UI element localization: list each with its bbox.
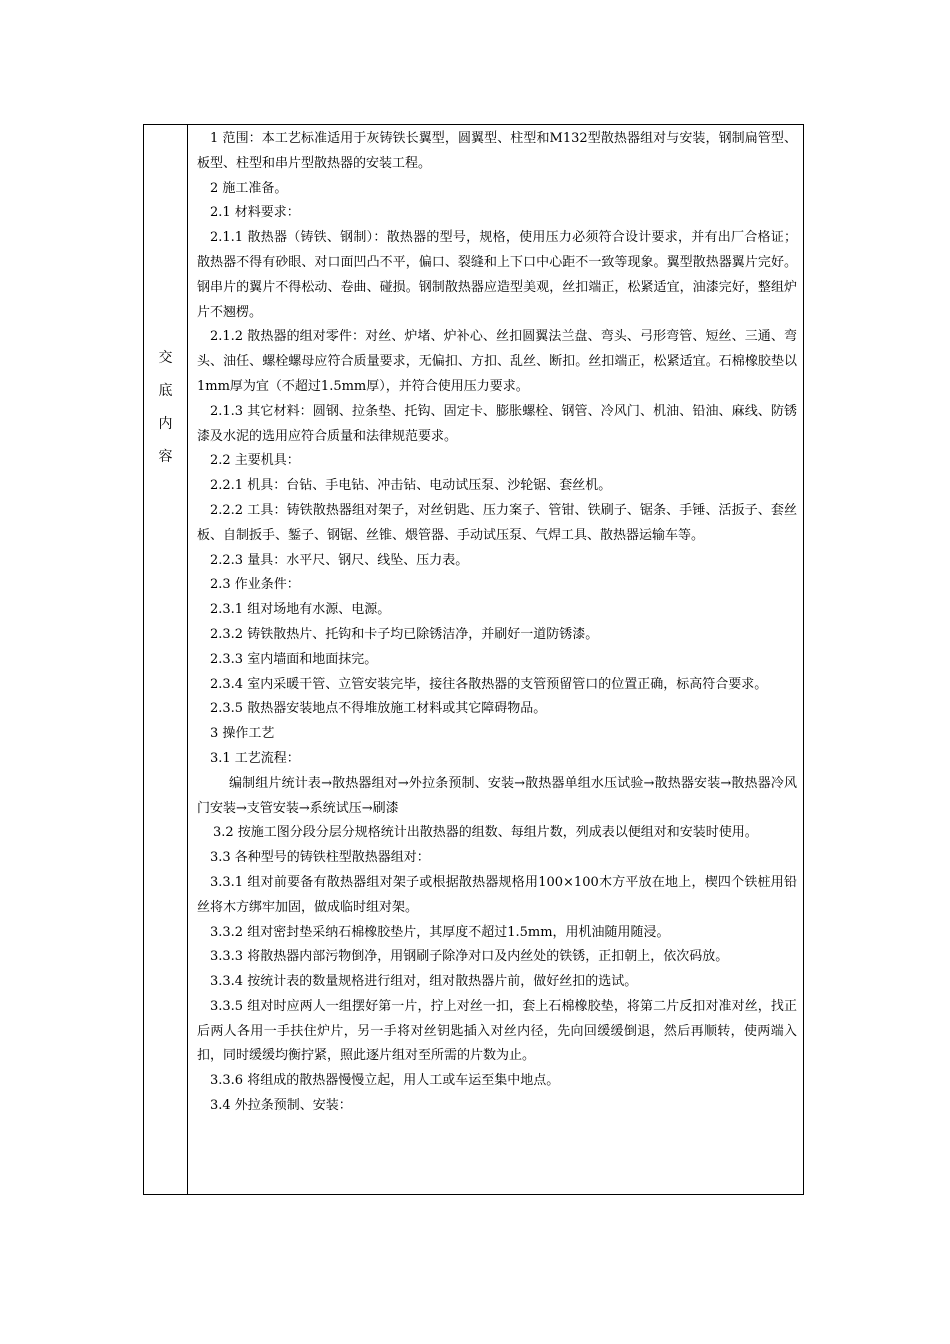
label-char: 交: [158, 350, 173, 366]
paragraph: 2.1.1 散热器（铸铁、钢制）：散热器的型号，规格，使用压力必须符合设计要求，并有出厂合格证；散热器不得有砂眼、对口面凹凸不平，偏口、裂缝和上下口中心距不一致等现象。翼型散热器翼片完好。钢串片的翼片不得松动、卷曲、碰损。钢制散热器应造型美观，丝扣端正，松紧适宜，油漆完好，整组炉片不翘楞。: [197, 230, 797, 320]
label-text: [144, 342, 187, 474]
paragraph: 3.1 工艺流程：: [210, 750, 300, 766]
paragraph: 2.1.3 其它材料：圆钢、拉条垫、托钩、固定卡、膨胀螺栓、钢管、冷风门、机油、铅油、麻线、防锈漆及水泥的选用应符合质量和法律规范要求。: [197, 403, 797, 444]
paragraph: 2.1 材料要求：: [210, 205, 300, 221]
paragraph: 2.3.5 散热器安装地点不得堆放施工材料或其它障碍物品。: [210, 701, 547, 717]
paragraph: 2.2.1 机具：台钻、手电钻、冲击钻、电动试压泵、沙轮锯、套丝机。: [210, 478, 612, 494]
paragraph: 3.3 各种型号的铸铁柱型散热器组对：: [210, 850, 430, 866]
paragraph: 2.2.2 工具：铸铁散热器组对架子，对丝钥匙、压力案子、管钳、铁刷子、锯条、手锤、活扳子、套丝板、自制扳手、錾子、钢锯、丝锥、煨管器、手动试压泵、气焊工具、散热器运输车等。: [197, 502, 797, 543]
paragraph: 3.3.1 组对前要备有散热器组对架子或根据散热器规格用100×100木方平放在地上，楔四个铁桩用铅丝将木方绑牢加固，做成临时组对架。: [197, 874, 797, 915]
label-column: [144, 125, 188, 1194]
paragraph: 2.3.1 组对场地有水源、电源。: [210, 602, 391, 618]
process-flow: 编制组片统计表→散热器组对→外拉条预制、安装→散热器单组水压试验→散热器安装→散热器冷风门安装→支管安装→系统试压→刷漆: [197, 775, 797, 816]
paragraph: 2.1.2 散热器的组对零件：对丝、炉堵、炉补心、丝扣圆翼法兰盘、弯头、弓形弯管、短丝、三通、弯头、油任、螺栓螺母应符合质量要求，无偏扣、方扣、乱丝、断扣。丝扣端正，松紧适宜。石棉橡胶垫以1mm厚为宜（不超过1.5mm厚），并符合使用压力要求。: [197, 329, 797, 394]
paragraph: 2.2 主要机具：: [210, 453, 300, 469]
label-char: 容: [158, 449, 173, 465]
content-table: [143, 124, 804, 1195]
paragraph: 3.4 外拉条预制、安装：: [210, 1098, 352, 1114]
paragraph: 3.3.5 组对时应两人一组摆好第一片，拧上对丝一扣，套上石棉橡胶垫，将第二片反扣对准对丝，找正后两人各用一手扶住炉片，另一手将对丝钥匙插入对丝内径，先向回缓缓倒退，然后再顺转，使两端入扣，同时缓缓均衡拧紧，照此逐片组对至所需的片数为止。: [197, 998, 797, 1064]
content-column: [188, 125, 803, 1194]
paragraph: 3 操作工艺: [210, 726, 275, 742]
paragraph: 2 施工准备。: [210, 180, 288, 196]
paragraph: 3.3.3 将散热器内部污物倒净，用钢刷子除净对口及内丝处的铁锈，正扣朝上，依次码放。: [210, 949, 729, 965]
paragraph: 2.3.2 铸铁散热片、托钩和卡子均已除锈洁净，并刷好一道防锈漆。: [210, 626, 599, 642]
label-char: 底: [158, 383, 173, 399]
paragraph: 3.3.2 组对密封垫采纳石棉橡胶垫片，其厚度不超过1.5mm，用机油随用随浸。: [210, 924, 670, 940]
paragraph: 2.3 作业条件：: [210, 577, 300, 593]
paragraph: 3.3.6 将组成的散热器慢慢立起，用人工或车运至集中地点。: [210, 1073, 560, 1089]
paragraph: 2.3.4 室内采暖干管、立管安装完毕，接往各散热器的支管预留管口的位置正确，标高符合要求。: [210, 676, 768, 692]
paragraph: 2.2.3 量具：水平尺、钢尺、线坠、压力表。: [210, 552, 469, 568]
label-char: 内: [158, 416, 173, 432]
paragraph: 1 范围：本工艺标准适用于灰铸铁长翼型，圆翼型、柱型和M132型散热器组对与安装，钢制扁管型、板型、柱型和串片型散热器的安装工程。: [197, 131, 797, 171]
paragraph: 3.2 按施工图分段分层分规格统计出散热器的组数、每组片数，列成表以便组对和安装时使用。: [213, 825, 758, 841]
paragraph: 2.3.3 室内墙面和地面抹完。: [210, 651, 378, 667]
paragraph: 3.3.4 按统计表的数量规格进行组对，组对散热器片前，做好丝扣的选试。: [210, 974, 638, 990]
